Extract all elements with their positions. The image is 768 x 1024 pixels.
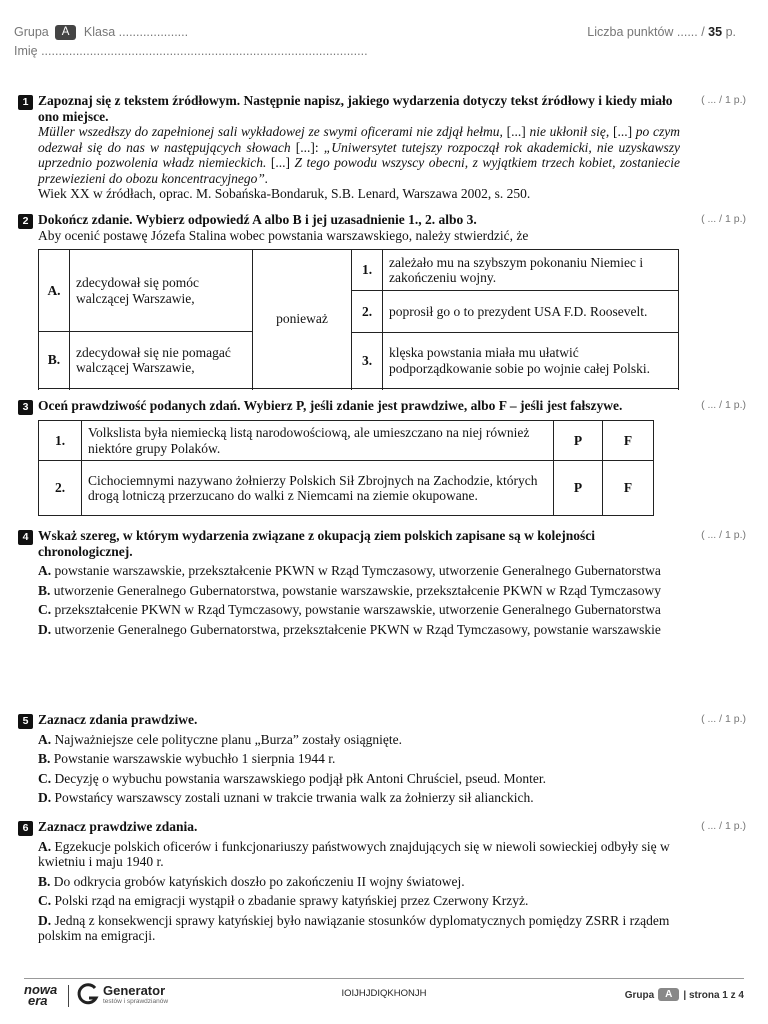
class-field[interactable]: Klasa .................... [83, 25, 189, 39]
question-title: Oceń prawdziwość podanych zdań. Wybierz P, jeśli zdanie jest prawdziwe, albo F – jeśli jest fałszywe. [38, 398, 623, 413]
question-title: Zaznacz prawdziwe zdania. [38, 819, 198, 834]
source-text: Müller wszedłszy do zapełnionej sali wykładowej ze swymi oficerami nie zdjął hełmu, [...] nie ukłonił się, [...] po czym odezwał się do nas w następujących słowach [...]: „Uniwersytet tutejszy rozpoczął rok akademicki, nie uzyskawszy uprzednio pozwolenia władz niemieckich. [...] Z tego powodu wszyscy obecni, z wyjątkiem trzech kobiet, zostaniecie przewiezieni do obozu koncentracyjnego”. [38, 124, 681, 186]
option-b-letter[interactable]: B. [39, 332, 70, 389]
page-indicator: Grupa A | strona 1 z 4 [624, 989, 744, 1001]
option-a[interactable]: A. Egzekucje polskich oficerów i funkcjonariuszy państwowych znajdujących się w niewoli sowieckiej odbyły się w kwietniu i maju 1940 r. [38, 838, 670, 869]
true-option[interactable]: P [554, 421, 603, 461]
question-title: Zapoznaj się z tekstem źródłowym. Następnie napisz, jakiego wydarzenia dotyczy tekst źródłowy i kiedy miało ono miejsce. [38, 93, 673, 124]
group-label: Grupa [14, 25, 49, 39]
statement-text: Cichociemnymi nazywano żołnierzy Polskich Sił Zbrojnych na Zachodzie, których drogą lotniczą przerzucano do walki z Niemcami na ziemie okupowane. [82, 461, 554, 516]
statement-text: Volkslista była niemiecką listą narodowościową, ale umieszczano na niej również niektóre grupy Polaków. [82, 421, 554, 461]
name-field[interactable]: Imię .............................................................................................. [14, 44, 368, 58]
test-code: IOIJHJDIQKHONJH [341, 988, 427, 999]
question-number: 6 [18, 821, 33, 836]
points-max: 35 [708, 25, 723, 39]
reason-2-text[interactable]: poprosił go o to prezydent USA F.D. Roosevelt. [383, 291, 679, 333]
header-group-line [14, 25, 188, 40]
option-a-text[interactable]: zdecydował się pomóc walczącej Warszawie, [70, 250, 253, 332]
true-option[interactable]: P [554, 461, 603, 516]
question-points: ( ... / 1 p.) [701, 529, 746, 541]
question-title: Zaznacz zdania prawdziwe. [38, 712, 198, 727]
true-false-table [38, 420, 654, 516]
total-points: Liczba punktów ...... / 35 p. [587, 25, 736, 39]
question-6 [20, 819, 680, 944]
page-footer [24, 978, 744, 1019]
option-c[interactable]: C. przekształcenie PKWN w Rząd Tymczasowy, powstanie warszawskie, utworzenie Generalnego Gubernatorstwa [38, 602, 661, 617]
question-number: 5 [18, 714, 33, 729]
question-number: 3 [18, 400, 33, 415]
table-row [39, 421, 654, 461]
reason-2-number[interactable]: 2. [352, 291, 383, 333]
question-number: 4 [18, 530, 33, 545]
source-citation: Wiek XX w źródłach, oprac. M. Sobańska-Bondaruk, S.B. Lenard, Warszawa 2002, s. 250. [38, 186, 531, 201]
table-row [39, 461, 654, 516]
option-a[interactable]: A. Najważniejsze cele polityczne planu „Burza” zostały osiągnięte. [38, 731, 402, 747]
option-d[interactable]: D. utworzenie Generalnego Gubernatorstwa, przekształcenie PKWN w Rząd Tymczasowy, powstanie warszawskie [38, 621, 661, 637]
question-3 [20, 398, 680, 414]
reason-3-text[interactable]: klęska powstania miała mu ułatwić podporządkowanie sobie po wojnie całej Polski. [383, 333, 679, 389]
connector-word: ponieważ [253, 250, 352, 389]
footer-group-badge: A [658, 988, 679, 1001]
option-b[interactable]: B. utworzenie Generalnego Gubernatorstwa, powstanie warszawskie, przekształcenie PKWN w Rząd Tymczasowy [38, 582, 661, 598]
group-badge: A [55, 25, 77, 40]
question-points: ( ... / 1 p.) [701, 820, 746, 832]
reason-1-number[interactable]: 1. [352, 250, 383, 291]
reason-3-number[interactable]: 3. [352, 333, 383, 389]
question-intro: Aby ocenić postawę Józefa Stalina wobec powstania warszawskiego, należy stwierdzić, że [38, 227, 529, 243]
false-option[interactable]: F [603, 421, 654, 461]
question-5 [20, 712, 680, 806]
row-number: 2. [39, 461, 82, 516]
question-2 [20, 212, 680, 243]
false-option[interactable]: F [603, 461, 654, 516]
question-points: ( ... / 1 p.) [701, 213, 746, 225]
question-points: ( ... / 1 p.) [701, 94, 746, 106]
option-d[interactable]: D. Jedną z konsekwencji sprawy katyńskiej było nawiązanie stosunków dyplomatycznych pomiędzy ZSRR i rządem polskim na emigracji. [38, 912, 670, 943]
question-number: 1 [18, 95, 33, 110]
option-a-letter[interactable]: A. [39, 250, 70, 332]
nowa-era-logo: nowa era [24, 982, 58, 1008]
generator-subtitle: testów i sprawdzianów [103, 998, 169, 1005]
option-b[interactable]: B. Do odkrycia grobów katyńskich doszło po zakończeniu II wojny światowej. [38, 873, 465, 889]
question-title: Dokończ zdanie. Wybierz odpowiedź A albo B i jej uzasadnienie 1., 2. albo 3. [38, 212, 477, 227]
option-c[interactable]: C. Decyzję o wybuchu powstania warszawskiego podjął płk Antoni Chruściel, pseud. Monter. [38, 770, 547, 786]
generator-title: Generator [103, 983, 166, 998]
reason-1-text[interactable]: zależało mu na szybszym pokonaniu Niemiec i zakończeniu wojny. [383, 250, 679, 291]
row-number: 1. [39, 421, 82, 461]
question-title: Wskaż szereg, w którym wydarzenia związane z okupacją ziem polskich zapisane są w kolejności chronologicznej. [38, 528, 595, 559]
answer-table [38, 249, 679, 389]
question-4 [20, 528, 680, 637]
option-b-text[interactable]: zdecydował się nie pomagać walczącej Warszawie, [70, 332, 253, 389]
option-c[interactable]: C. Polski rząd na emigracji wystąpił o zbadanie sprawy katyńskiej przez Czerwony Krzyż. [38, 893, 529, 908]
option-a[interactable]: A. powstanie warszawskie, przekształcenie PKWN w Rząd Tymczasowy, utworzenie Generalnego Gubernatorstwa [38, 563, 661, 578]
question-1 [20, 93, 680, 202]
question-points: ( ... / 1 p.) [701, 713, 746, 725]
question-points: ( ... / 1 p.) [701, 399, 746, 411]
option-d[interactable]: D. Powstańcy warszawscy zostali uznani w trakcie trwania walk za żołnierzy sił alianckich. [38, 790, 534, 805]
option-b[interactable]: B. Powstanie warszawskie wybuchło 1 sierpnia 1944 r. [38, 751, 336, 766]
question-number: 2 [18, 214, 33, 229]
